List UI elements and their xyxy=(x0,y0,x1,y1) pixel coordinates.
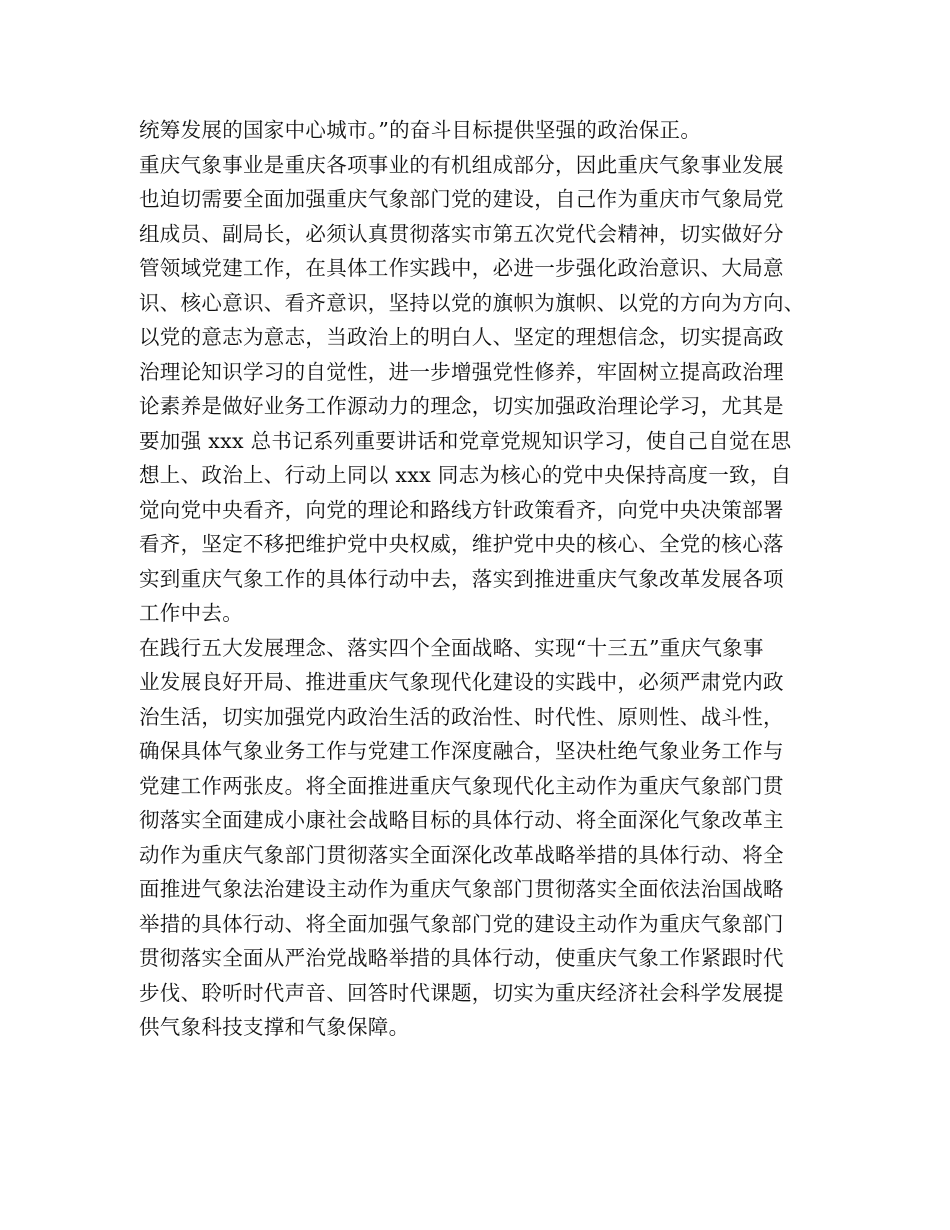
text-line: 也迫切需要全面加强重庆气象部门党的建设，自己作为重庆市气象局党 xyxy=(139,187,784,211)
text-line: 治理论知识学习的自觉性，进一步增强党性修养，牢固树立提高政治理 xyxy=(139,359,784,384)
text-line: 统筹发展的国家中心城市。”的奋斗目标提供坚强的政治保正。 xyxy=(139,118,702,142)
text-line: 步伐、聆听时代声音、回答时代课题，切实为重庆经济社会科学发展提 xyxy=(139,980,784,1005)
text-line: 识、核心意识、看齐意识，坚持以党的旗帜为旗帜、以党的方向为方向、 xyxy=(139,290,805,315)
text-line: 工作中去。 xyxy=(139,601,243,625)
text-line: 动作为重庆气象部门贯彻落实全面深化改革战略举措的具体行动、将全 xyxy=(139,842,784,867)
text-line: 以党的意志为意志，当政治上的明白人、坚定的理想信念，切实提高政 xyxy=(139,325,784,349)
text-line: 想上、政治上、行动上同以 xxx 同志为核心的党中央保持高度一致，自 xyxy=(139,463,792,487)
text-line: 重庆气象事业是重庆各项事业的有机组成部分，因此重庆气象事业发展 xyxy=(139,152,784,177)
text-line: 彻落实全面建成小康社会战略目标的具体行动、将全面深化气象改革主 xyxy=(139,808,784,832)
document-body xyxy=(139,113,829,1045)
text-line: 面推进气象法治建设主动作为重庆气象部门贯彻落实全面依法治国战略 xyxy=(139,877,784,901)
text-line: 管领域党建工作，在具体工作实践中，必进一步强化政治意识、大局意 xyxy=(139,256,784,280)
text-line: 组成员、副局长，必须认真贯彻落实市第五次党代会精神，切实做好分 xyxy=(139,221,784,246)
text-line: 要加强 xxx 总书记系列重要讲话和党章党规知识学习，使自己自觉在思 xyxy=(139,428,792,453)
text-line: 确保具体气象业务工作与党建工作深度融合，坚决杜绝气象业务工作与 xyxy=(139,739,784,763)
text-line: 在践行五大发展理念、落实四个全面战略、实现“十三五”重庆气象事 xyxy=(139,635,764,660)
text-line: 治生活，切实加强党内政治生活的政治性、时代性、原则性、战斗性， xyxy=(139,704,784,729)
text-line: 贯彻落实全面从严治党战略举措的具体行动，使重庆气象工作紧跟时代 xyxy=(139,946,784,970)
text-line: 觉向党中央看齐，向党的理论和路线方针政策看齐，向党中央决策部署 xyxy=(139,497,784,522)
text-line: 举措的具体行动、将全面加强气象部门党的建设主动作为重庆气象部门 xyxy=(139,911,784,936)
text-line: 业发展良好开局、推进重庆气象现代化建设的实践中，必须严肃党内政 xyxy=(139,670,784,694)
text-line: 论素养是做好业务工作源动力的理念，切实加强政治理论学习，尤其是 xyxy=(139,394,784,418)
text-line: 看齐，坚定不移把维护党中央权威，维护党中央的核心、全党的核心落 xyxy=(139,532,784,556)
text-line: 党建工作两张皮。将全面推进重庆气象现代化主动作为重庆气象部门贯 xyxy=(139,773,784,798)
text-line: 实到重庆气象工作的具体行动中去，落实到推进重庆气象改革发展各项 xyxy=(139,566,784,591)
text-line: 供气象科技支撑和气象保障。 xyxy=(139,1015,410,1039)
